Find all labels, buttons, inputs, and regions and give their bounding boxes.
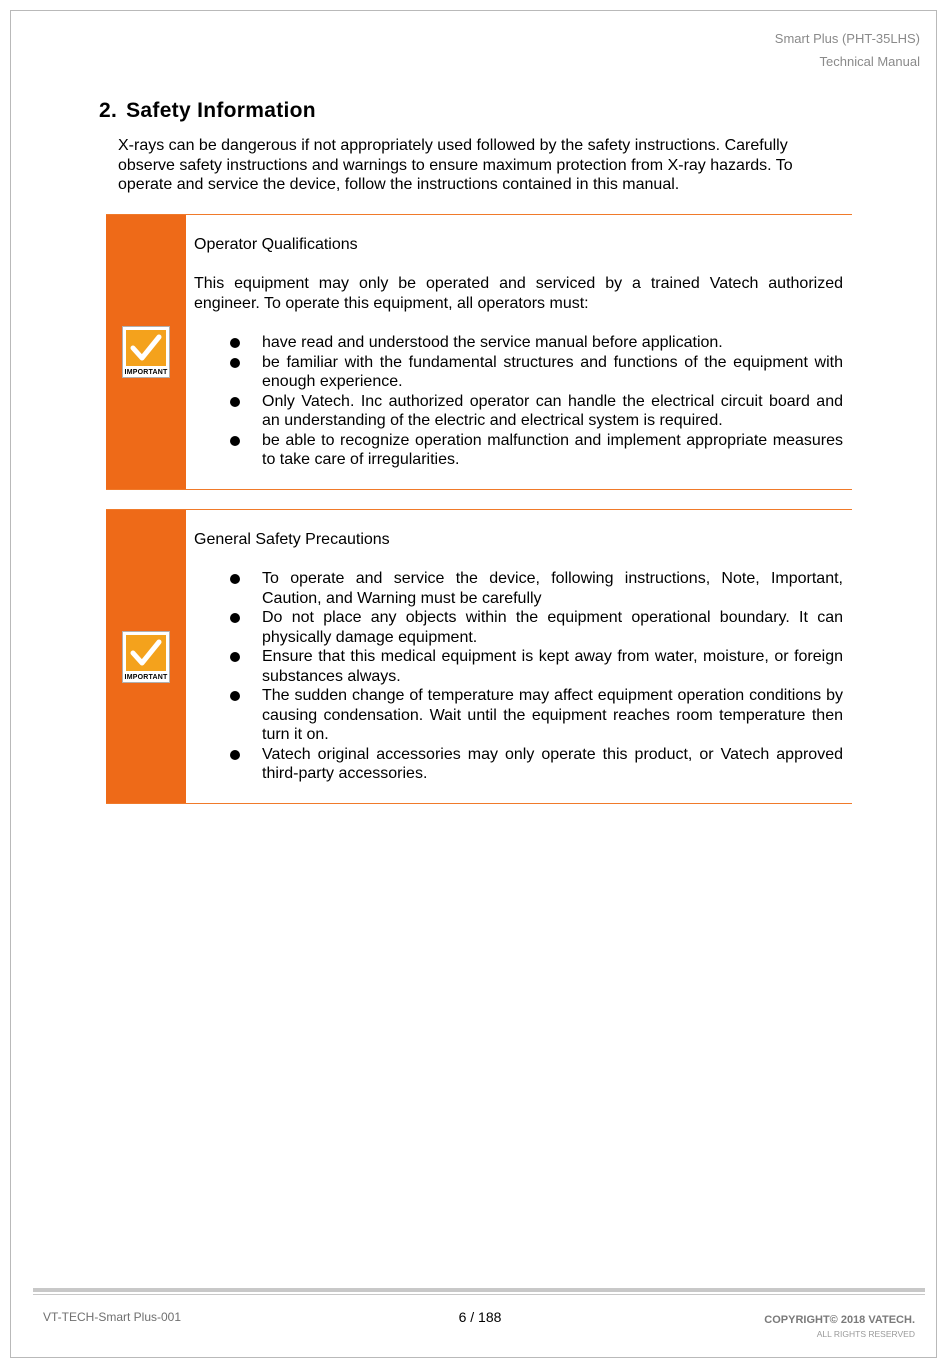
important-badge bbox=[122, 631, 170, 683]
list-item bbox=[194, 431, 843, 470]
notice-bullet-list bbox=[194, 333, 843, 470]
footer-divider-thin bbox=[33, 1294, 925, 1295]
list-item-text: be familiar with the fundamental structures and functions of the equipment with enough experience. bbox=[262, 353, 843, 390]
important-badge-label: IMPORTANT bbox=[124, 673, 168, 681]
notice-band bbox=[106, 215, 186, 489]
notice-paragraph: This equipment may only be operated and serviced by a trained Vatech authorized engineer. To operate this equipment, all operators must: bbox=[194, 275, 843, 312]
list-item-text: To operate and service the device, following instructions, Note, Important, Caution, and Warning must be carefully bbox=[262, 570, 843, 607]
list-item-text: The sudden change of temperature may affect equipment operation conditions by causing condensation. Wait until the equipment reaches room temperature then turn it on. bbox=[262, 687, 843, 743]
section-title-text: Safety Information bbox=[126, 99, 316, 122]
footer-copyright: COPYRIGHT© 2018 VATECH. bbox=[764, 1314, 915, 1326]
header-manual-name: Technical Manual bbox=[819, 54, 920, 69]
bullet-icon bbox=[230, 338, 240, 348]
bullet-icon bbox=[230, 613, 240, 623]
list-item-text: Only Vatech. Inc authorized operator can handle the electrical circuit board and an understanding of the electric and electrical system is required. bbox=[262, 392, 843, 429]
header-product-name: Smart Plus (PHT-35LHS) bbox=[774, 31, 920, 46]
notice-general-safety bbox=[106, 509, 852, 804]
important-check-icon bbox=[126, 635, 166, 671]
bullet-icon bbox=[230, 574, 240, 584]
notice-heading: General Safety Precautions bbox=[194, 531, 390, 548]
list-item bbox=[194, 686, 843, 745]
section-title bbox=[99, 99, 316, 123]
bullet-icon bbox=[230, 358, 240, 368]
list-item bbox=[194, 353, 843, 392]
list-item bbox=[194, 569, 843, 608]
bullet-icon bbox=[230, 436, 240, 446]
list-item-text: be able to recognize operation malfunction and implement appropriate measures to take care of irregularities. bbox=[262, 431, 843, 468]
section-intro: X-rays can be dangerous if not appropriately used followed by the safety instructions. Carefully observe safety instructions and warnings to ensure maximum protection from X-ray hazards. To operate and service the device, follow the instructions contained in this manual. bbox=[118, 137, 793, 193]
list-item-text: Do not place any objects within the equipment operational boundary. It can physically damage equipment. bbox=[262, 609, 843, 646]
list-item bbox=[194, 647, 843, 686]
list-item-text: Ensure that this medical equipment is kept away from water, moisture, or foreign substances always. bbox=[262, 648, 843, 685]
important-badge-label: IMPORTANT bbox=[124, 369, 168, 376]
notice-band bbox=[106, 510, 186, 803]
important-badge bbox=[122, 326, 170, 378]
notice-operator-qualifications bbox=[106, 214, 852, 490]
notice-heading: Operator Qualifications bbox=[194, 236, 358, 253]
footer-doc-id: VT-TECH-Smart Plus-001 bbox=[43, 1310, 182, 1324]
important-check-icon bbox=[126, 330, 166, 366]
section-number: 2. bbox=[99, 99, 118, 122]
bullet-icon bbox=[230, 750, 240, 760]
list-item bbox=[194, 745, 843, 784]
footer-rights: ALL RIGHTS RESERVED bbox=[816, 1329, 915, 1339]
notice-bullet-list bbox=[194, 569, 843, 784]
footer-divider bbox=[33, 1288, 925, 1292]
list-item-text: have read and understood the service manual before application. bbox=[262, 334, 723, 351]
list-item bbox=[194, 392, 843, 431]
list-item-text: Vatech original accessories may only operate this product, or Vatech approved third-party accessories. bbox=[262, 745, 843, 782]
list-item bbox=[194, 333, 843, 353]
bullet-icon bbox=[230, 652, 240, 662]
footer-page-number: 6 / 188 bbox=[458, 1309, 502, 1325]
bullet-icon bbox=[230, 397, 240, 407]
list-item bbox=[194, 608, 843, 647]
bullet-icon bbox=[230, 691, 240, 701]
